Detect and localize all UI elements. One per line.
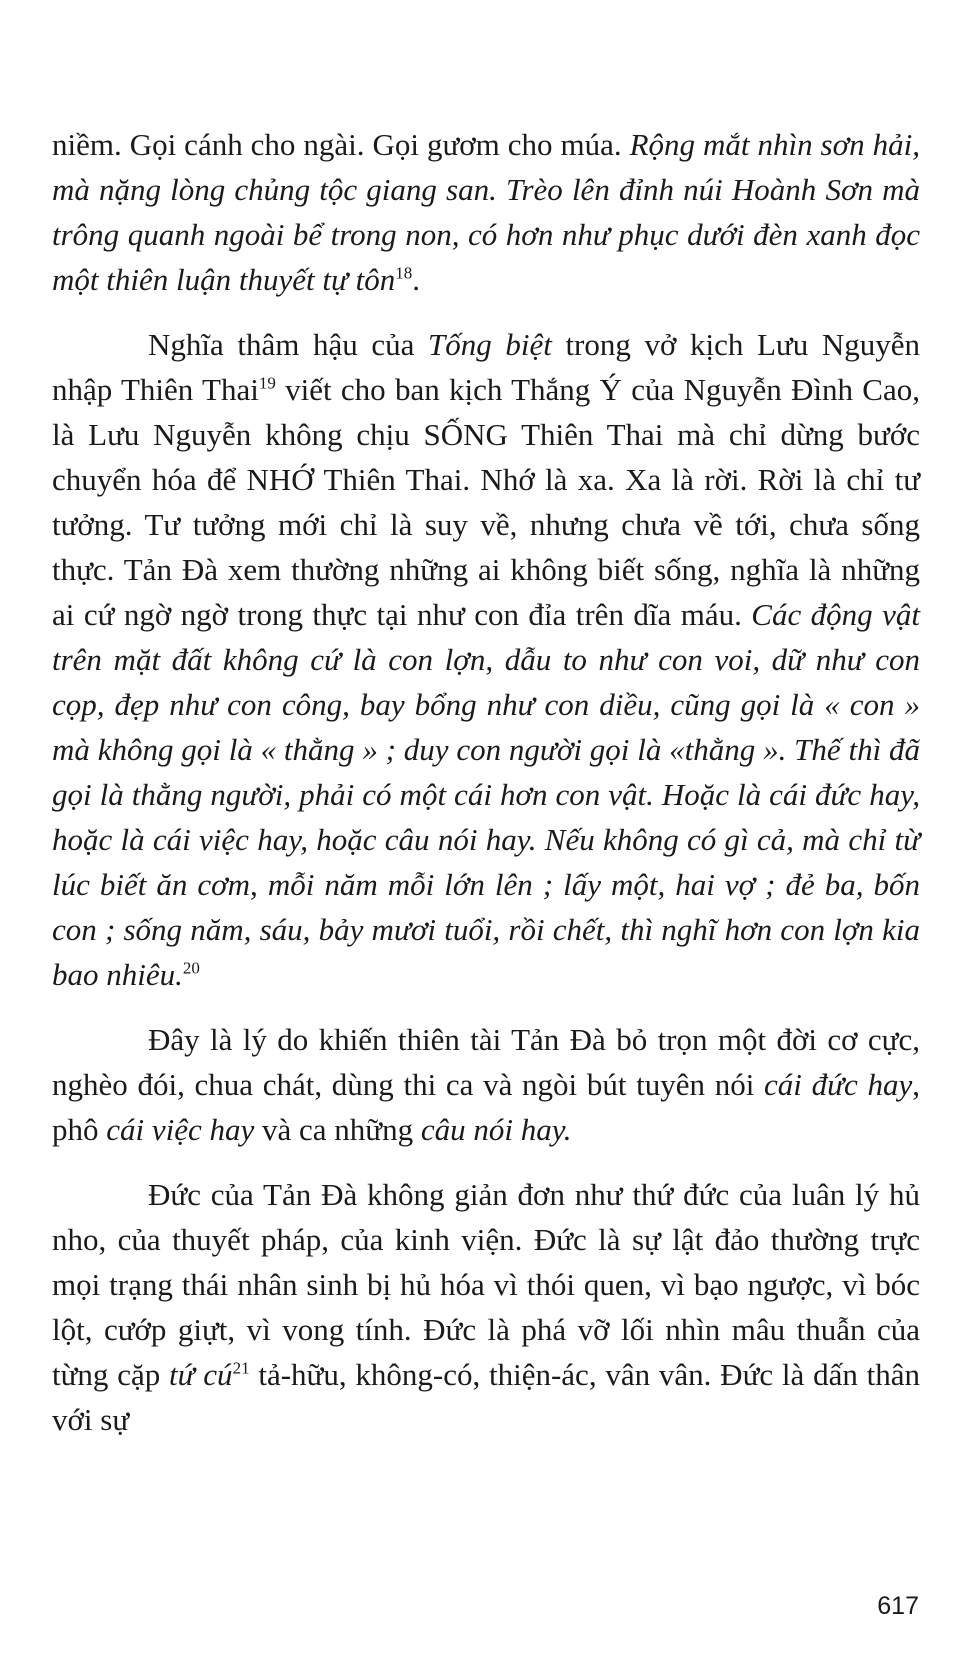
- text-run: và ca những: [254, 1112, 421, 1147]
- italic-text: cái việc hay: [106, 1112, 255, 1147]
- body-text: [52, 122, 920, 1462]
- text-run: tả-hữu, không-có, thiện-ác, vân vân. Đức là dấn thân với sự: [52, 1357, 920, 1437]
- footnote-ref: 18: [395, 263, 413, 283]
- paragraph: [52, 122, 920, 302]
- paragraph: [52, 1172, 920, 1442]
- footnote-ref: 20: [182, 958, 200, 978]
- text-run: viết cho ban kịch Thắng Ý của Nguyễn Đình Cao, là Lưu Nguyễn không chịu SỐNG Thiên Thai mà chỉ dừng bước chuyển hóa để NHỚ Thiên Thai. Nhớ là xa. Xa là rời. Rời là chỉ tư tưởng. Tư tưởng mới chỉ là suy về, nhưng chưa về tới, chưa sống thực. Tản Đà xem thường những ai không biết sống, nghĩa là những ai cứ ngờ ngờ trong thực tại như con đỉa trên dĩa máu.: [52, 372, 920, 632]
- italic-text: Rộng mắt nhìn sơn hải, mà nặng lòng chủng tộc giang san. Trèo lên đỉnh núi Hoành Sơn mà trông quanh ngoài bể trong non, có hơn như phục dưới đèn xanh đọc một thiên luận thuyết tự tôn: [52, 127, 920, 297]
- footnote-ref: 21: [232, 1358, 250, 1378]
- italic-text: câu nói hay.: [420, 1112, 572, 1147]
- italic-text: tứ cú: [169, 1357, 233, 1392]
- text-run: Đây là lý do khiến thiên tài Tản Đà bỏ trọn một đời cơ cực, nghèo đói, chua chát, dùng thi ca và ngòi bút tuyên nói: [52, 1022, 920, 1102]
- italic-text: Tống biệt: [427, 327, 552, 362]
- text-run: Nghĩa thâm hậu của: [148, 327, 428, 362]
- italic-text: Các động vật trên mặt đất không cứ là con lợn, dẫu to như con voi, dữ như con cọp, đẹp như con công, bay bổng như con diều, cũng gọi là « con » mà không gọi là « thằng » ; duy con người gọi là «thằng ». Thế thì đã gọi là thằng người, phải có một cái hơn con vật. Hoặc là cái đức hay, hoặc là cái việc hay, hoặc câu nói hay. Nếu không có gì cả, mà chỉ từ lúc biết ăn cơm, mỗi năm mỗi lớn lên ; lấy một, hai vợ ; đẻ ba, bốn con ; sống năm, sáu, bảy mươi tuổi, rồi chết, thì nghĩ hơn con lợn kia bao nhiêu.: [52, 597, 921, 992]
- text-run: .: [412, 262, 420, 297]
- text-run: niềm. Gọi cánh cho ngài. Gọi gươm cho múa.: [52, 127, 630, 162]
- italic-text: cái đức hay: [764, 1067, 913, 1102]
- footnote-ref: 19: [258, 373, 276, 393]
- text-run: Đức của Tản Đà không giản đơn như thứ đức của luân lý hủ nho, của thuyết pháp, của kinh viện. Đức là sự lật đảo thường trực mọi trạng thái nhân sinh bị hủ hóa vì thói quen, vì bạo ngược, vì bóc lột, cướp giựt, vì vong tính. Đức là phá vỡ lối nhìn mâu thuẫn của từng cặp: [52, 1177, 920, 1392]
- page-number: 617: [877, 1592, 919, 1620]
- paragraph: [52, 322, 920, 997]
- paragraph: [52, 1017, 920, 1152]
- text-run: , phô: [52, 1067, 920, 1147]
- text-run: trong vở kịch Lưu Nguyễn nhập Thiên Thai: [52, 327, 920, 407]
